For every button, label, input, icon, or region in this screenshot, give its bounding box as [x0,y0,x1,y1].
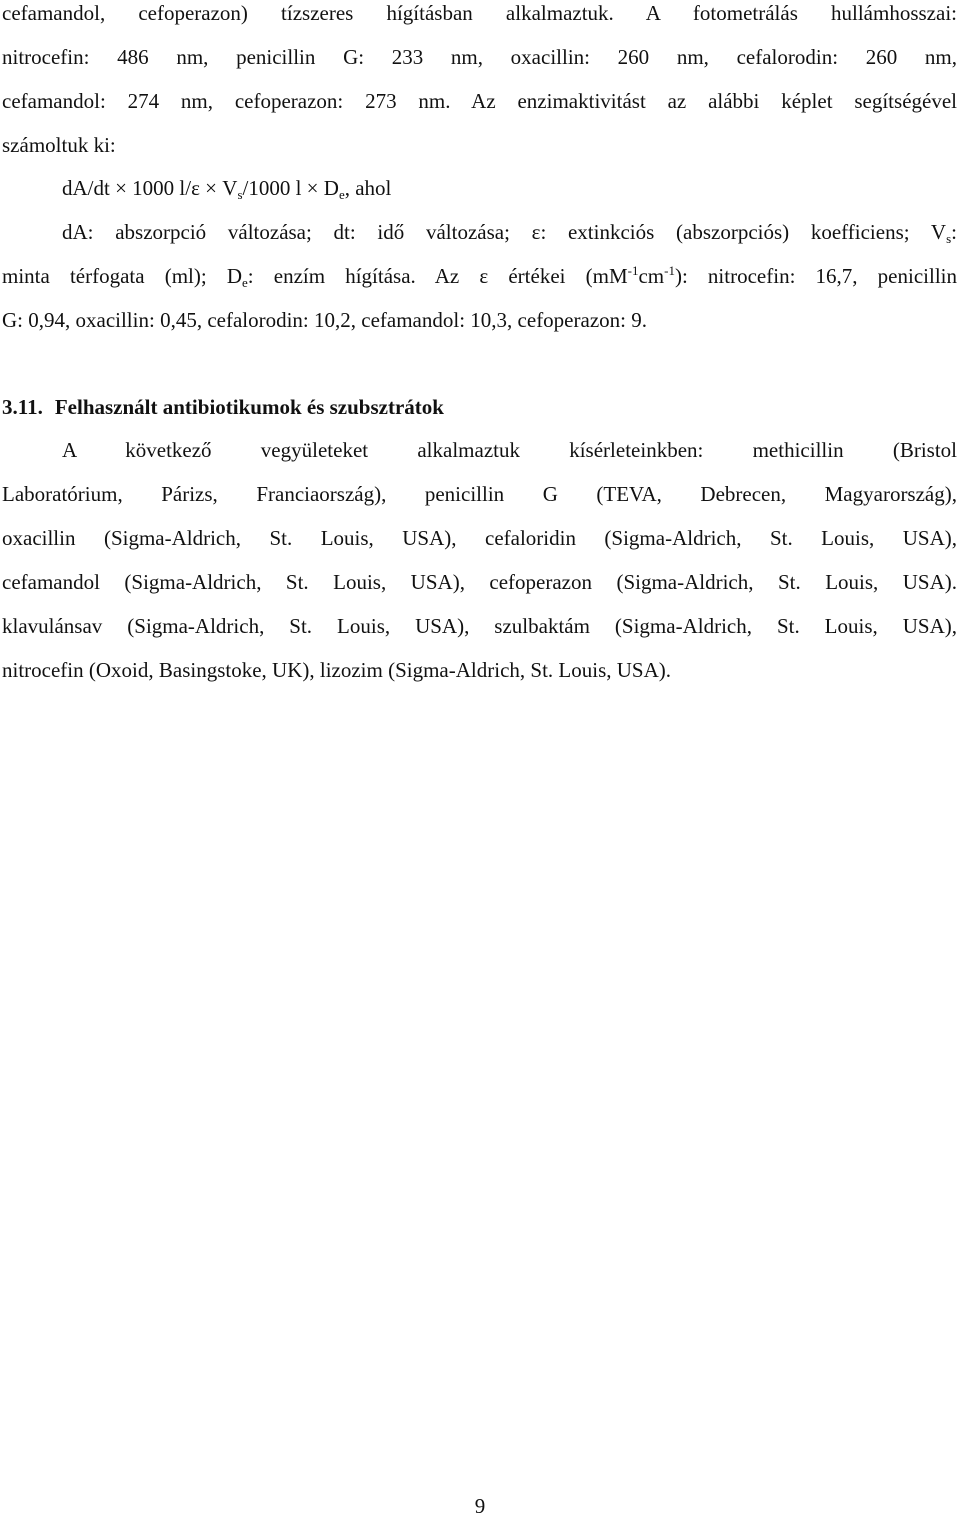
text-line: A következő vegyületeket alkalmaztuk kísérleteinkben: methicillin (Bristol [62,438,957,462]
text-line: G: 0,94, oxacillin: 0,45, cefalorodin: 10,2, cefamandol: 10,3, cefoperazon: 9. [2,308,647,332]
legend-text: dA: abszorpció változása; dt: idő változása; ε: extinkciós (abszorpciós) koefficiens; V [62,220,947,244]
formula-part: /1000 l × D [242,176,339,200]
legend-text: : [951,220,957,244]
section-number: 3.11. [2,395,43,419]
superscript: -1 [627,263,639,278]
text-line: számoltuk ki: [2,133,116,157]
legend-text: ): nitrocefin: 16,7, penicillin [674,264,957,288]
formula [62,176,391,200]
text-line [62,220,957,244]
text-line: cefamandol, cefoperazon) tízszeres hígításban alkalmaztuk. A fotometrálás hullámhosszai: [2,1,957,25]
legend-text: cm [638,264,665,288]
text-line: cefamandol: 274 nm, cefoperazon: 273 nm. Az enzimaktivitást az alábbi képlet segítségével [2,89,957,113]
formula-part: dA/dt × 1000 l/ε × V [62,176,238,200]
section-heading [2,395,444,419]
text-line: cefamandol (Sigma-Aldrich, St. Louis, USA), cefoperazon (Sigma-Aldrich, St. Louis, USA). [2,570,957,594]
text-line: klavulánsav (Sigma-Aldrich, St. Louis, USA), szulbaktám (Sigma-Aldrich, St. Louis, USA), [2,614,957,638]
section-title: Felhasznált antibiotikumok és szubsztrátok [54,395,444,419]
subscript: e [242,275,248,290]
text-line: nitrocefin: 486 nm, penicillin G: 233 nm, oxacillin: 260 nm, cefalorodin: 260 nm, [2,45,957,69]
page-number: 9 [474,1494,486,1518]
text-line: Laboratórium, Párizs, Franciaország), penicillin G (TEVA, Debrecen, Magyarország), [2,482,957,506]
subscript: s [237,187,243,202]
text-line: oxacillin (Sigma-Aldrich, St. Louis, USA), cefaloridin (Sigma-Aldrich, St. Louis, USA), [2,526,957,550]
subscript: s [946,231,952,246]
legend-text: minta térfogata (ml); D [2,264,243,288]
legend-text: : enzím hígítása. Az ε értékei (mM [247,264,628,288]
formula-part: , ahol [344,176,392,200]
text-line: nitrocefin (Oxoid, Basingstoke, UK), lizozim (Sigma-Aldrich, St. Louis, USA). [2,658,671,682]
subscript: e [338,187,345,202]
text-line [2,264,957,288]
superscript: -1 [664,263,675,278]
